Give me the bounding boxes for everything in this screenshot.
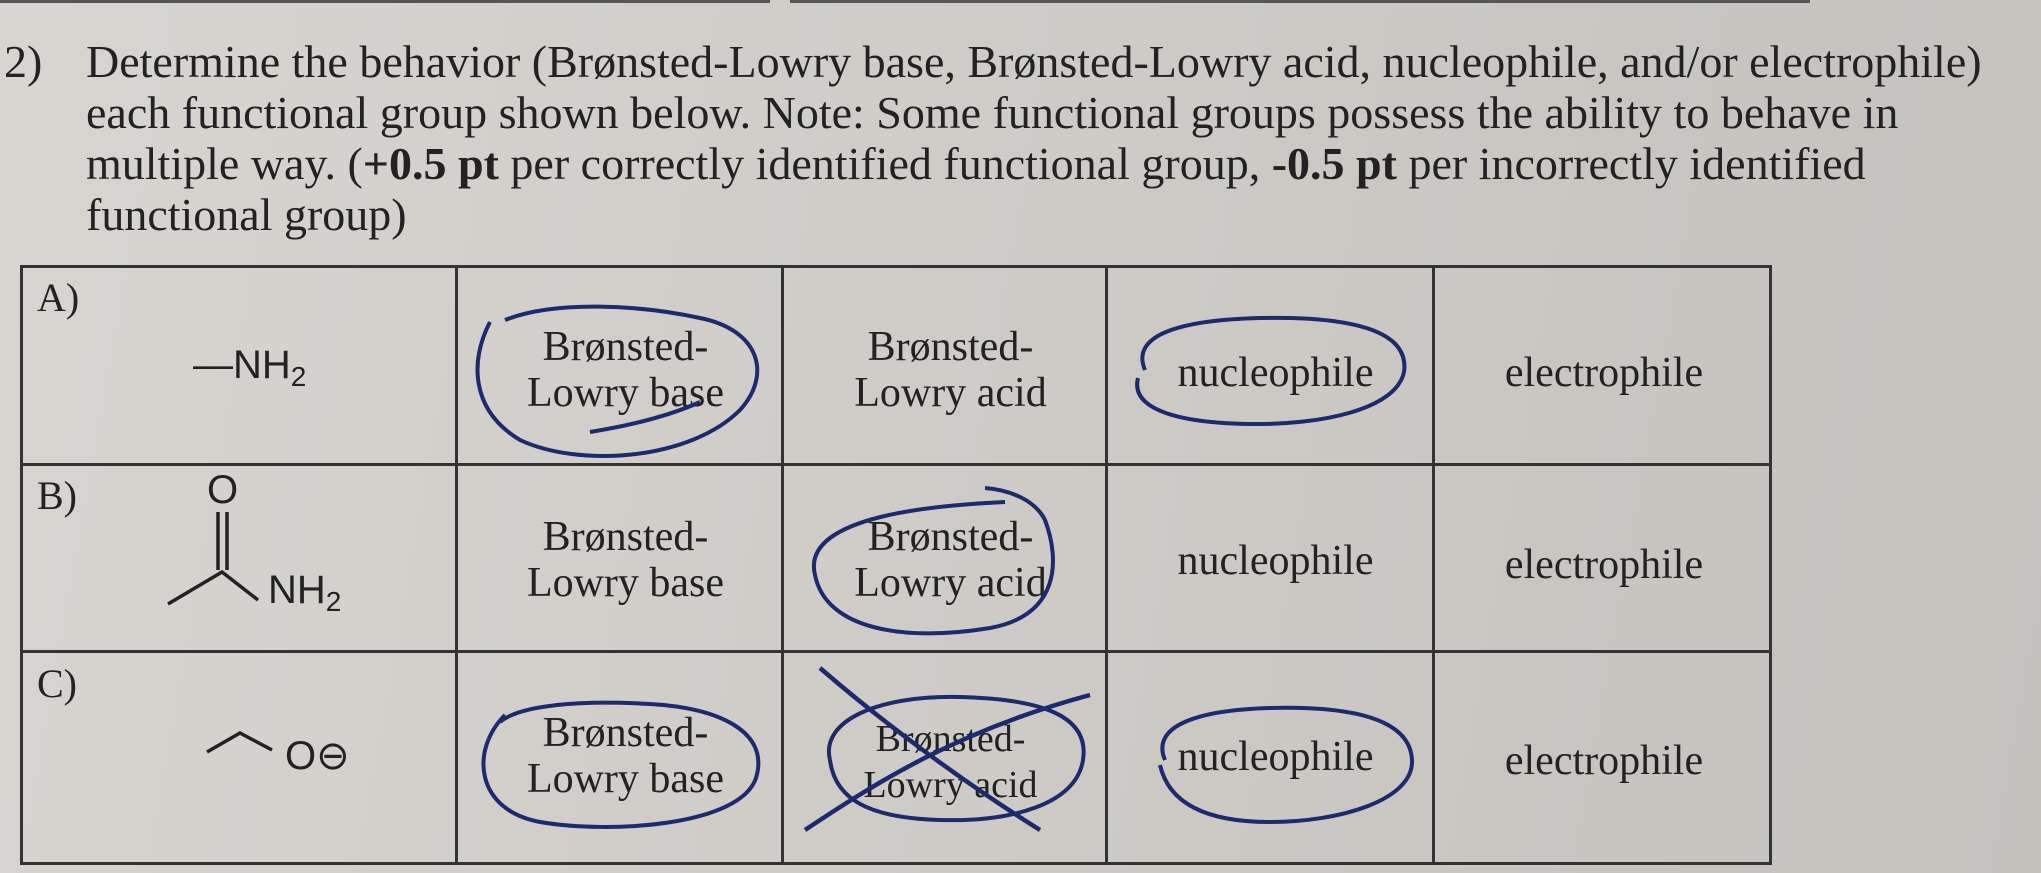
question-text-part1: Determine the behavior (Brønsted-Lowry base, Brønsted-Lowry acid, nucleophile, and/or electrophile) each functional group shown below. Note: Some functional groups possess the ability to behave in multiple way. ( <box>86 36 1982 189</box>
row-divider-1 <box>23 463 1769 466</box>
amide-nh: NH <box>268 568 326 612</box>
question-text-part3: per incorrectly identified functional group) <box>86 138 1866 240</box>
option-c-bronsted-base[interactable]: Brønsted- Lowry base <box>526 710 725 802</box>
row-label-c: C) <box>37 661 77 706</box>
row-label-a: A) <box>37 275 80 320</box>
option-a-electrophile[interactable]: electrophile <box>1504 350 1704 396</box>
option-c-electrophile[interactable]: electrophile <box>1504 738 1704 784</box>
option-a-nucleophile[interactable]: nucleophile <box>1177 350 1374 396</box>
option-b-bronsted-base[interactable]: Brønsted- Lowry base <box>526 514 725 606</box>
amine-subscript: 2 <box>290 361 307 392</box>
points-negative: -0.5 pt <box>1271 138 1397 189</box>
amine-formula: —NH <box>193 343 291 387</box>
option-a-bronsted-base[interactable]: Brønsted- Lowry base <box>526 324 725 416</box>
option-a-bronsted-acid[interactable]: Brønsted- Lowry acid <box>854 324 1047 416</box>
top-border-right <box>790 0 1810 3</box>
row-label-b: B) <box>37 473 77 518</box>
option-c-bronsted-acid[interactable]: Brønsted- Lowry acid <box>863 718 1038 806</box>
question-text-part2: per correctly identified functional group, <box>498 138 1272 189</box>
amide-nh2 <box>268 568 341 618</box>
row-divider-2 <box>23 650 1769 653</box>
amide-oxygen: O <box>207 468 239 512</box>
column-divider-1 <box>455 268 458 862</box>
option-b-bronsted-acid[interactable]: Brønsted- Lowry acid <box>854 514 1047 606</box>
option-b-nucleophile[interactable]: nucleophile <box>1177 538 1374 584</box>
functional-group-alkoxide: O⊖ <box>285 734 350 778</box>
answer-table <box>20 265 1772 865</box>
amide-subscript: 2 <box>325 586 342 617</box>
functional-group-amine <box>193 343 306 393</box>
question-number: 2) <box>4 36 43 87</box>
top-border-left <box>0 0 770 3</box>
option-c-nucleophile[interactable]: nucleophile <box>1177 734 1374 780</box>
option-b-electrophile[interactable]: electrophile <box>1504 542 1704 588</box>
question-text <box>86 36 2006 240</box>
points-positive: +0.5 pt <box>362 138 499 189</box>
